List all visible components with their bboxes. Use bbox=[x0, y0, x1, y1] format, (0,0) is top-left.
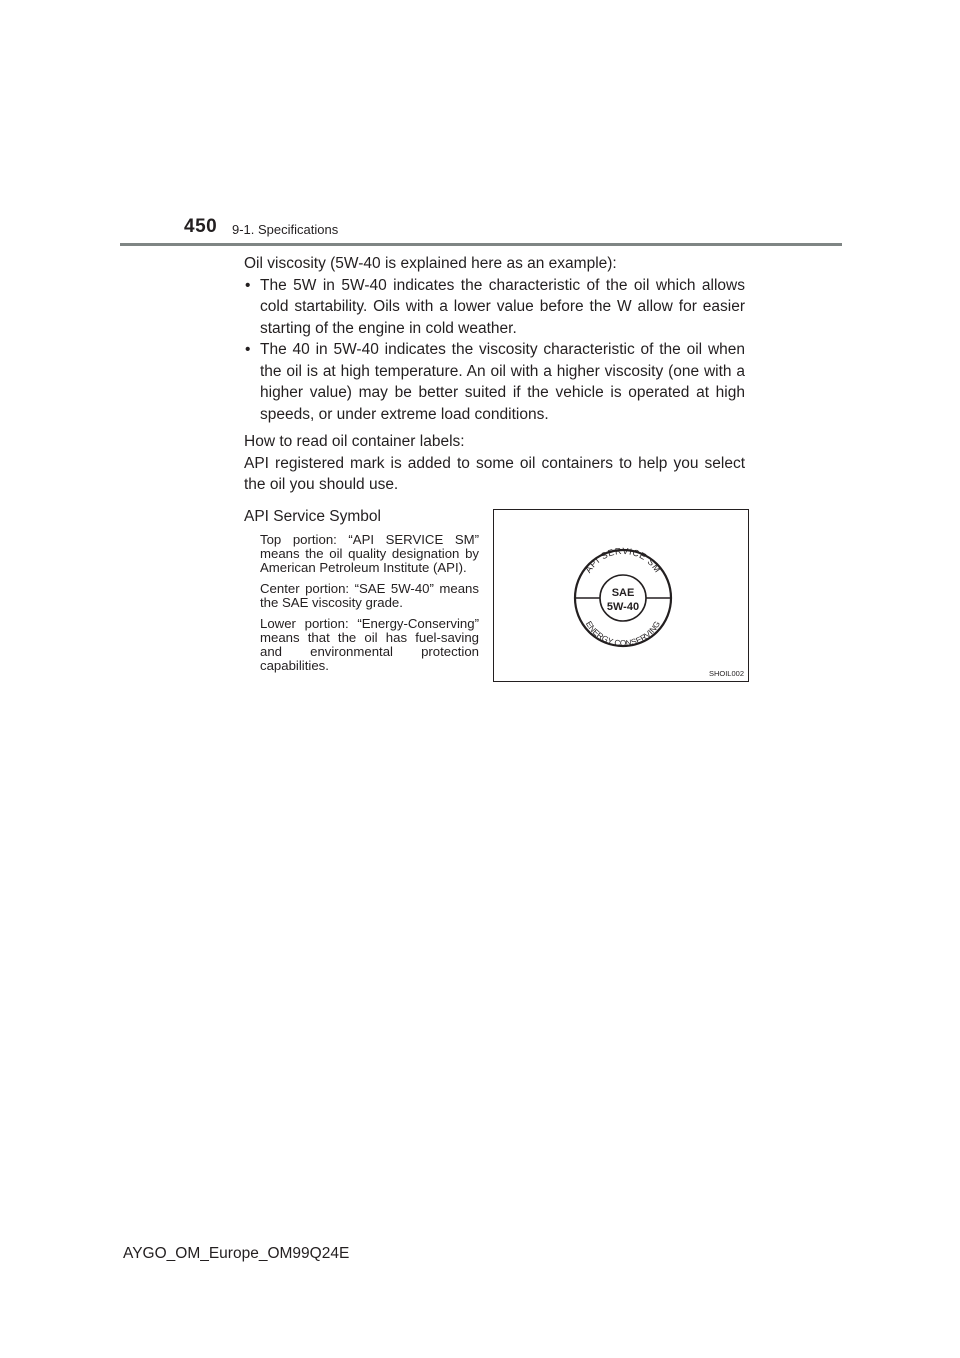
figure-code: SHOIL002 bbox=[708, 669, 744, 678]
viscosity-bullet bbox=[244, 339, 745, 425]
viscosity-bullet bbox=[244, 275, 745, 340]
section-title: 9-1. Specifications bbox=[232, 222, 339, 237]
viscosity-bullet-list bbox=[244, 275, 745, 426]
main-content bbox=[244, 253, 745, 496]
bullet-mark: • bbox=[245, 276, 251, 294]
bullet-mark: • bbox=[245, 341, 251, 358]
page-number: 450 bbox=[184, 216, 218, 237]
lower-portion-description: Lower portion: “Energy-Conserving” means that the oil has fuel-saving and environmental protection capabilities. bbox=[260, 616, 479, 673]
viscosity-bullet-text: The 40 in 5W-40 indicates the viscosity characteristic of the oil when the oil is at high temperature. An oil with a higher viscosity (one with a higher value) may be better suited if the vehicle is operated at high speeds, or under extreme load conditions. bbox=[260, 341, 745, 423]
api-service-symbol-figure bbox=[493, 509, 749, 682]
center-portion-description: Center portion: “SAE 5W-40” means the SAE viscosity grade. bbox=[260, 581, 479, 610]
symbol-center-grade: 5W-40 bbox=[606, 601, 640, 613]
symbol-top-text: API SERVICE SM bbox=[582, 545, 663, 575]
api-donut-symbol bbox=[494, 510, 750, 683]
api-symbol-descriptions bbox=[260, 533, 479, 680]
symbol-bottom-text: ENERGY CONSERVING bbox=[583, 619, 663, 649]
symbol-center-sae: SAE bbox=[611, 587, 635, 599]
footer-document-code: AYGO_OM_Europe_OM99Q24E bbox=[123, 1245, 350, 1262]
viscosity-intro: Oil viscosity (5W-40 is explained here as an example): bbox=[244, 255, 617, 272]
header-rule bbox=[120, 243, 842, 246]
labels-heading: How to read oil container labels: bbox=[244, 433, 465, 450]
api-registered-note: API registered mark is added to some oil containers to help you select the oil you should use. bbox=[244, 454, 745, 493]
api-symbol-heading: API Service Symbol bbox=[244, 508, 381, 525]
viscosity-bullet-text: The 5W in 5W-40 indicates the characteristic of the oil which allows cold startability. Oils with a lower value before the W allow for easier starting of the engine in cold weather. bbox=[260, 276, 745, 337]
top-portion-description: Top portion: “API SERVICE SM” means the oil quality designation by American Petroleum Institute (API). bbox=[260, 532, 479, 575]
